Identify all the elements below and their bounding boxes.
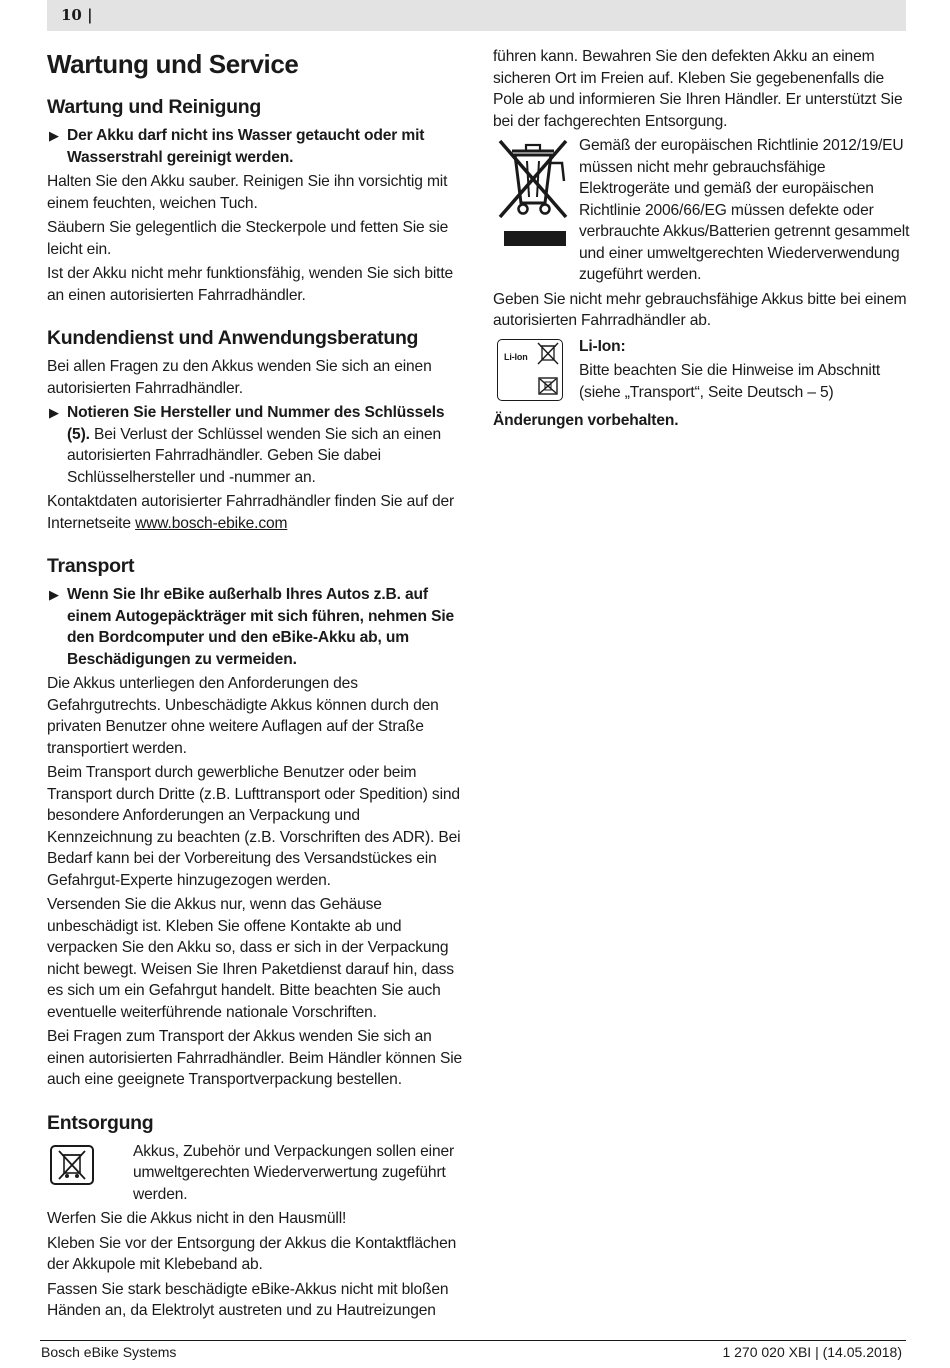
left-column <box>47 46 465 1325</box>
weee-directive-note <box>493 135 911 286</box>
page-number: 10 | <box>61 6 93 24</box>
recycling-text: Akkus, Zubehör und Verpackungen sollen einer umweltgerechten Wiederverwertung zugeführt werden. <box>133 1142 455 1203</box>
paragraph: Werfen Sie die Akkus nicht in den Hausmüll! <box>47 1210 347 1227</box>
paragraph: Halten Sie den Akku sauber. Reinigen Sie ihn vorsichtig mit einem feuchten, weichen Tuch. <box>47 173 448 212</box>
right-column <box>493 46 911 435</box>
paragraph: führen kann. Bewahren Sie den defekten Akku an einem sicheren Ort im Freien auf. Kleben Sie gegebenenfalls die Pole ab und informieren Sie Ihren Händler. Er unterstützt Sie bei der fachgerechten Entsorgung. <box>493 48 903 130</box>
paragraph: Kontaktdaten autorisierter Fahrradhändler finden Sie auf der Internetseite www.bosch-ebike.com <box>47 493 455 532</box>
paragraph: Beim Transport durch gewerbliche Benutzer oder beim Transport durch Dritte (z.B. Lufttransport oder Spedition) sind besondere Anforderungen an Verpackung und Kennzeichnung zu beachten (z.B. Vorschriften des ADR). Bei Bedarf kann bei der Vorbereitung des Versandstückes ein Gefahrgut-Experte hinzugezogen werden. <box>47 764 461 889</box>
paragraph: Säubern Sie gelegentlich die Steckerpole und fetten Sie sie leicht ein. <box>47 219 449 258</box>
bullet-arrow-icon: ▶ <box>49 128 59 143</box>
footer-company: Bosch eBike Systems <box>41 1344 177 1360</box>
weee-directive-text: Gemäß der europäischen Richtlinie 2012/19/EU müssen nicht mehr gebrauchsfähige Elektrogeräte und gemäß der europäischen Richtlinie 2006/66/EG müssen defekte oder verbrauchte Akkus/Batterien getrennt gesammelt und einer umweltgerechten Wiederverwendung zugeführt werden. <box>579 137 910 283</box>
bullet-arrow-icon: ▶ <box>49 405 59 420</box>
paragraph: Kleben Sie vor der Entsorgung der Akkus die Kontaktflächen der Akkupole mit Klebeband ab. <box>47 1234 457 1273</box>
section-heading-disposal: Entsorgung <box>47 1111 154 1134</box>
liion-battery-icon: Li-Ion <box>497 339 563 401</box>
footer-doc-number: 1 270 020 XBI | (14.05.2018) <box>722 1344 902 1360</box>
weee-bin-icon <box>50 1145 94 1185</box>
paragraph: Bei Fragen zum Transport der Akkus wenden Sie sich an einen autorisierten Fahrradhändler. Beim Händler können Sie auch eine geeignete Transportverpackung bestellen. <box>47 1028 463 1088</box>
paragraph: Ist der Akku nicht mehr funktionsfähig, wenden Sie sich bitte an einen autorisierten Fahrradhändler. <box>47 265 454 304</box>
website-link[interactable]: www.bosch-ebike.com <box>135 514 288 532</box>
liion-note <box>493 336 911 404</box>
crossed-out-bin-icon <box>496 137 574 247</box>
paragraph: Fassen Sie stark beschädigte eBike-Akkus nicht mit bloßen Händen an, da Elektrolyt austreten und zu Hautreizungen <box>47 1280 449 1319</box>
page-title: Wartung und Service <box>47 49 299 79</box>
paragraph: Bei allen Fragen zu den Akkus wenden Sie sich an einen autorisierten Fahrradhändler. <box>47 358 432 397</box>
section-heading-maintenance: Wartung und Reinigung <box>47 96 261 118</box>
paragraph: Geben Sie nicht mehr gebrauchsfähige Akkus bitte bei einem autorisierten Fahrradhändler ab. <box>493 290 907 329</box>
bullet-arrow-icon: ▶ <box>49 587 59 602</box>
section-heading-customer-service: Kundendienst und Anwendungsberatung <box>47 327 419 349</box>
footer-divider <box>40 1340 906 1341</box>
closing-note: Änderungen vorbehalten. <box>493 412 679 429</box>
header-bar <box>47 0 906 31</box>
section-heading-transport: Transport <box>47 555 135 577</box>
recycling-note <box>47 1141 465 1206</box>
warning-bullet: ▶ Notieren Sie Hersteller und Nummer des Schlüssels (5). Bei Verlust der Schlüssel wenden Sie sich an einen autorisierten Fahrradhändler. Geben Sie dabei Schlüsselhersteller und -nummer an. <box>49 404 445 486</box>
warning-bullet: ▶ Wenn Sie Ihr eBike außerhalb Ihres Autos z.B. auf einem Autogepäckträger mit sich führen, nehmen Sie den Bordcomputer und den eBike-Akku ab, um Beschädigungen zu vermeiden. <box>49 586 455 668</box>
liion-heading: Li-Ion: <box>579 337 626 355</box>
paragraph: Versenden Sie die Akkus nur, wenn das Gehäuse unbeschädigt ist. Kleben Sie offene Kontakte ab und verpacken Sie den Akku so, dass er sich in der Verpackung nicht bewegt. Weisen Sie Ihren Paketdienst darauf hin, dass es sich um ein Gefahrgut handelt. Bitte beachten Sie auch eventuelle weiterführende nationale Vorschriften. <box>47 896 454 1021</box>
paragraph: Die Akkus unterliegen den Anforderungen des Gefahrgutrechts. Unbeschädigte Akkus können durch den privaten Benutzer ohne weitere Auflagen auf der Straße transportiert werden. <box>47 675 439 757</box>
warning-bullet: ▶ Der Akku darf nicht ins Wasser getaucht oder mit Wasserstrahl gereinigt werden. <box>49 127 425 166</box>
liion-text: Bitte beachten Sie die Hinweise im Abschnitt (siehe „Transport“, Seite Deutsch – 5) <box>579 362 881 401</box>
liion-bin-icon <box>536 342 560 398</box>
